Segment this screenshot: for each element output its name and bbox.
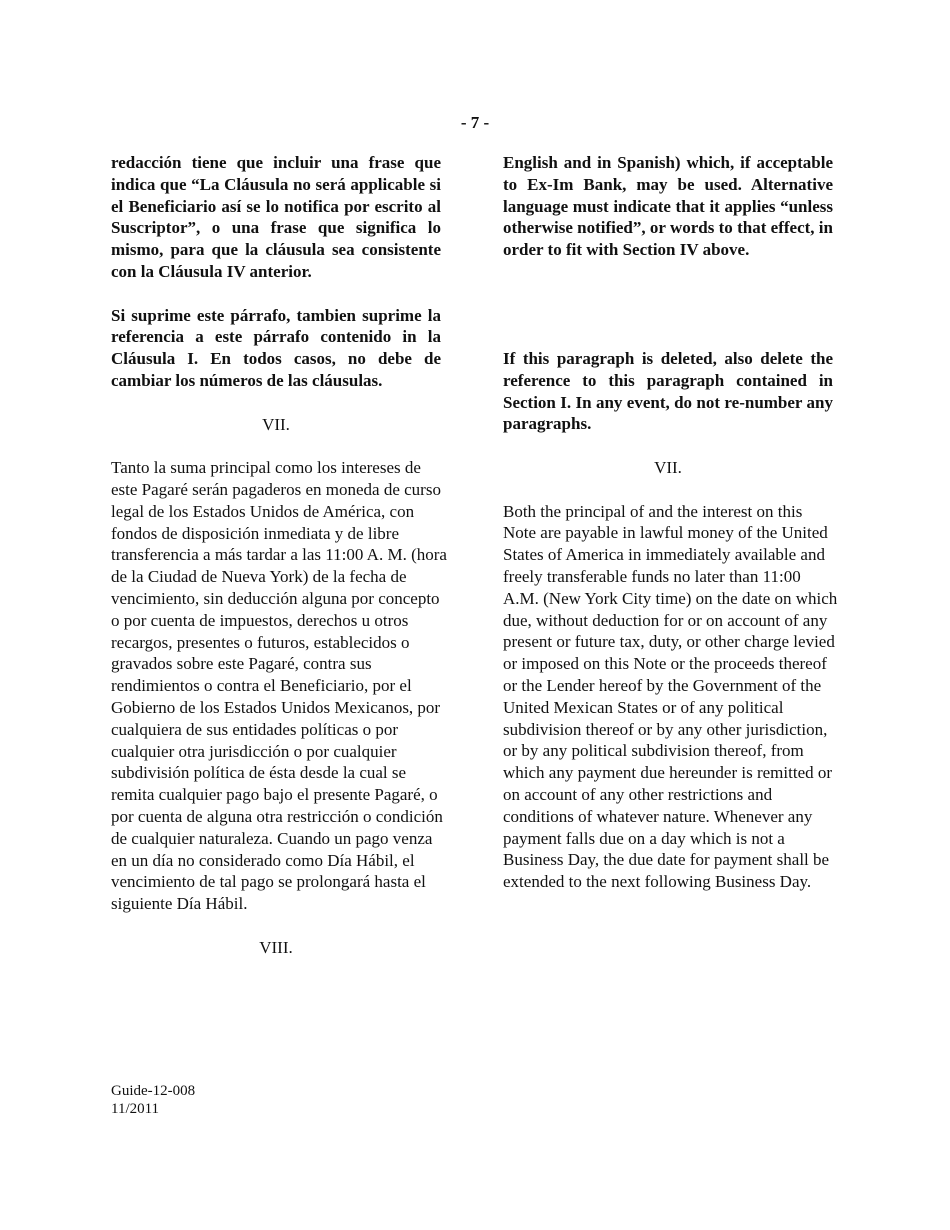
spanish-section-vii-body: Tanto la suma principal como los intereses de este Pagaré serán pagaderos en moneda de curso legal de los Estados Unidos de América, con fondos de disposición inmediata y de libre transferencia a más tardar a las 11:00 A. M. (hora de la Ciudad de Nueva York) de la fecha de vencimiento, sin deducción alguna por concepto o por cuenta de impuestos, derechos u otros recargos, presentes o futuros, establecidos o gravados sobre este Pagaré, contra sus rendimientos o contra el Beneficiario, por el Gobierno de los Estados Unidos Mexicanos, por cualquiera de sus entidades políticas o por cualquier otra jurisdicción o por cualquier subdivisión política de ésta desde la cual se remita cualquier pago bajo el presente Pagaré, o por cuenta de alguna otra restricción o condición de cualquier naturaleza. Cuando un pago venza en un día no considerado como Día Hábil, el vencimiento de tal pago se prolongará hasta el siguiente Día Hábil. xyxy=(111,458,447,914)
page-number: - 7 - xyxy=(460,113,490,132)
guide-number: Guide-12-008 xyxy=(111,1083,196,1099)
spanish-deletion-note: Si suprime este párrafo, tambien suprime la referencia a este párrafo contenido in la Cláusula I. En todos casos, no debe de cambiar los números de las cláusulas. xyxy=(111,305,441,390)
english-deletion-note: If this paragraph is deleted, also delete the reference to this paragraph contained in Section I. In any event, do not re-number any paragraphs. xyxy=(503,348,833,434)
spanish-column xyxy=(111,152,447,958)
guide-date: 11/2011 xyxy=(111,1101,160,1117)
spanish-instruction-paragraph: redacción tiene que incluir una frase que indica que “La Cláusula no será applicable si el Beneficiario así se lo notifica por escrito al Suscriptor”, o una frase que significa lo mismo, para que la cláusula sea consistente con la Cláusula IV anterior. xyxy=(111,153,441,281)
spanish-section-vii-heading: VII. xyxy=(262,414,290,434)
english-section-vii-heading: VII. xyxy=(654,457,682,477)
english-instruction-paragraph: English and in Spanish) which, if acceptable to Ex-Im Bank, may be used. Alternative language must indicate that it applies “unless otherwise notified”, or words to that effect, in order to fit with Section IV above. xyxy=(503,153,833,260)
english-section-vii-body: Both the principal of and the interest on this Note are payable in lawful money of the United States of America in immediately available and freely transferable funds no later than 11:00 A.M. (New York City time) on the date on which due, without deduction for or on account of any present or future tax, duty, or other charge levied or imposed on this Note or the proceeds thereof or the Lender hereof by the Government of the United Mexican States or of any political subdivision thereof or by any other jurisdiction, or by any political subdivision thereof, from which any payment due hereunder is remitted or on account of any other restrictions and conditions of whatever nature. Whenever any payment falls due on a day which is not a Business Day, the due date for payment shall be extended to the next following Business Day. xyxy=(503,501,838,892)
spanish-section-viii-heading: VIII. xyxy=(259,937,293,957)
document-footer xyxy=(111,1082,195,1118)
english-column xyxy=(503,152,838,893)
